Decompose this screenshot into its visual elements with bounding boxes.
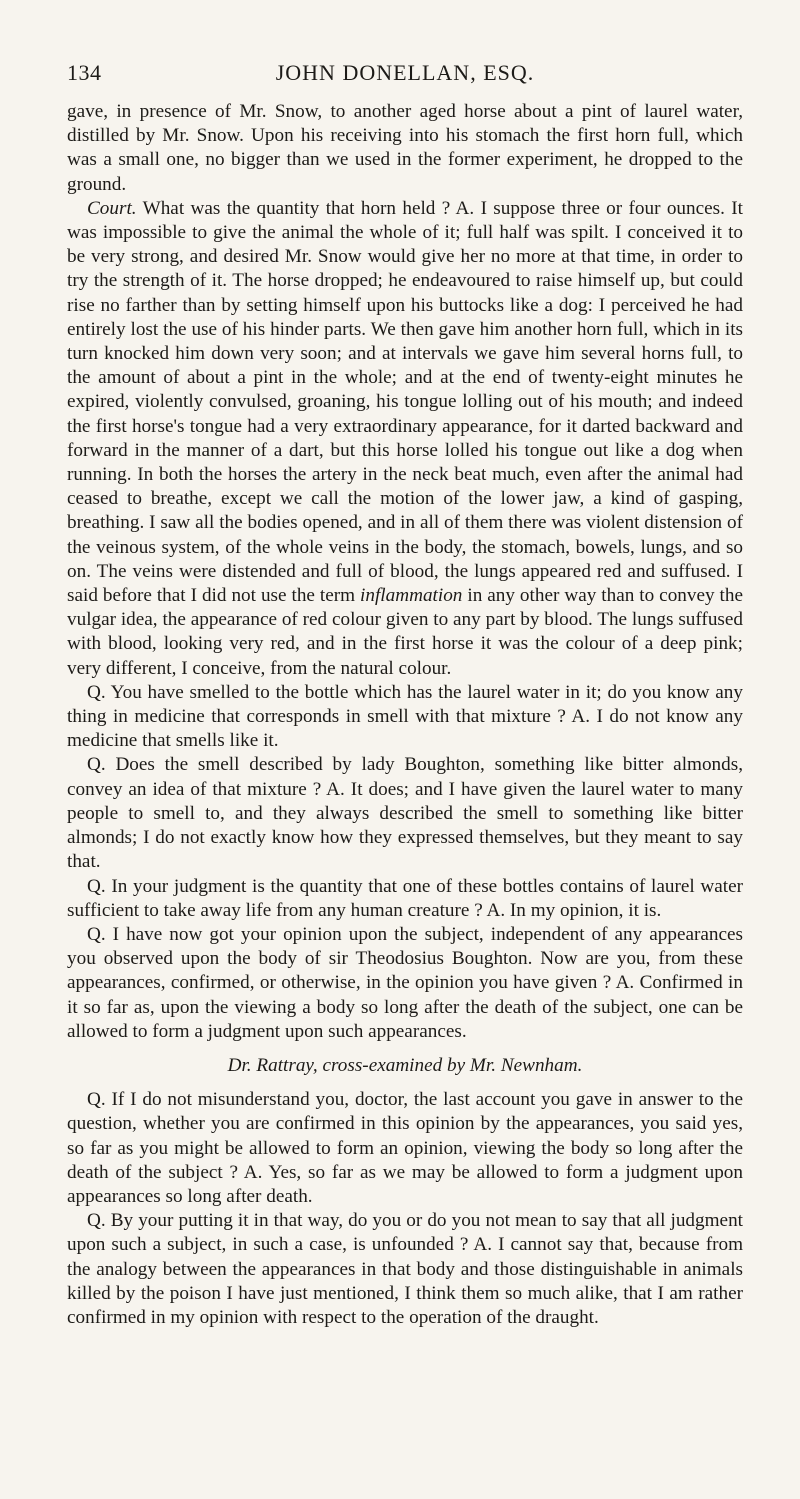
page-number: 134 [67, 60, 102, 85]
body-text [67, 100, 743, 1330]
running-head: JOHN DONELLAN, ESQ. [275, 60, 535, 85]
paragraph: gave, in presence of Mr. Snow, to another aged horse about a pint of laurel water, distilled by Mr. Snow. Upon his receiving into his stomach the first horn full, which was a small one, no bigger than we used in the former experiment, he dropped to the ground. [67, 101, 743, 195]
section-heading: Dr. Rattray, cross-examined by Mr. Newnham. [227, 1054, 583, 1076]
paragraph: Q. I have now got your opinion upon the subject, independent of any appearances you observed upon the body of sir Theodosius Boughton. Now are you, from these appearances, confirmed, or otherwise, in the opinion you have given ? A. Confirmed in it so far as, upon the viewing a body so long after the death of the subject, one can be allowed to form a judgment upon such appearances. [67, 923, 743, 1042]
paragraph: Q. Does the smell described by lady Boughton, something like bitter almonds, convey an idea of that mixture ? A. It does; and I have given the laurel water to many people to smell to, and they always described the smell to something like bitter almonds; I do not exactly know how they expressed themselves, but they meant to say that. [67, 754, 743, 873]
emphasis-term: inflammation [360, 585, 463, 607]
paragraph: Q. If I do not misunderstand you, doctor, the last account you gave in answer to the question, whether you are confirmed in this opinion by the appearances, you said yes, so far as you might be allowed to form an opinion, viewing the body so long after the death of the subject ? A. Yes, so far as we may be allowed to form a judgment upon appearances so long after death. [67, 1089, 743, 1207]
speaker-label: Court. [87, 197, 137, 219]
page-header [67, 60, 743, 94]
paragraph: Q. By your putting it in that way, do you or do you not mean to say that all judgment upon such a subject, in such a case, is unfounded ? A. I cannot say that, because from the analogy between the appearances in that body and those distinguishable in animals killed by the poison I have just mentioned, I think them so much alike, that I am rather confirmed in my opinion with respect to the operation of the draught. [67, 1210, 743, 1328]
paragraph: Q. You have smelled to the bottle which has the laurel water in it; do you know any thing in medicine that corresponds in smell with that mixture ? A. I do not know any medicine that smells like it. [67, 681, 743, 752]
paragraph: Q. In your judgment is the quantity that one of these bottles contains of laurel water sufficient to take away life from any human creature ? A. In my opinion, it is. [67, 875, 743, 921]
paragraph: Court. What was the quantity that horn held ? A. I suppose three or four ounces. It was impossible to give the animal the whole of it; full half was spilt. I conceived it to be very strong, and desired Mr. Snow would give her no more at that time, in order to try the strength of it. The horse dropped; he endeavoured to raise himself up, but could rise no farther than by setting himself upon his buttocks like a dog: I perceived he had entirely lost the use of his hinder parts. We then gave him another horn full, which in its turn knocked him down very soon; and at intervals we gave him several horns full, to the amount of about a pint in the whole; and at the end of twenty-eight minutes he expired, violently convulsed, groaning, his tongue lolling out of his mouth; and indeed the first horse's tongue had a very extraordinary appearance, for it darted backward and forward in the manner of a dart, but this horse lolled his tongue out like a dog when running. In both the horses the artery in the neck beat much, even after the animal had ceased to breathe, except we call the motion of the lower jaw, a kind of gasping, breathing. I saw all the bodies opened, and in all of them there was violent distension of the veinous system, of the whole veins in the body, the stomach, bowels, lungs, and so on. The veins were distended and full of blood, the lungs appeared red and suffused. I said before that I did not use the term inflammation in any other way than to convey the vulgar idea, the appearance of red colour given to any part by blood. The lungs suffused with blood, looking very red, and in the first horse it was the colour of a deep pink; very different, I conceive, from the natural colour. [67, 197, 743, 679]
